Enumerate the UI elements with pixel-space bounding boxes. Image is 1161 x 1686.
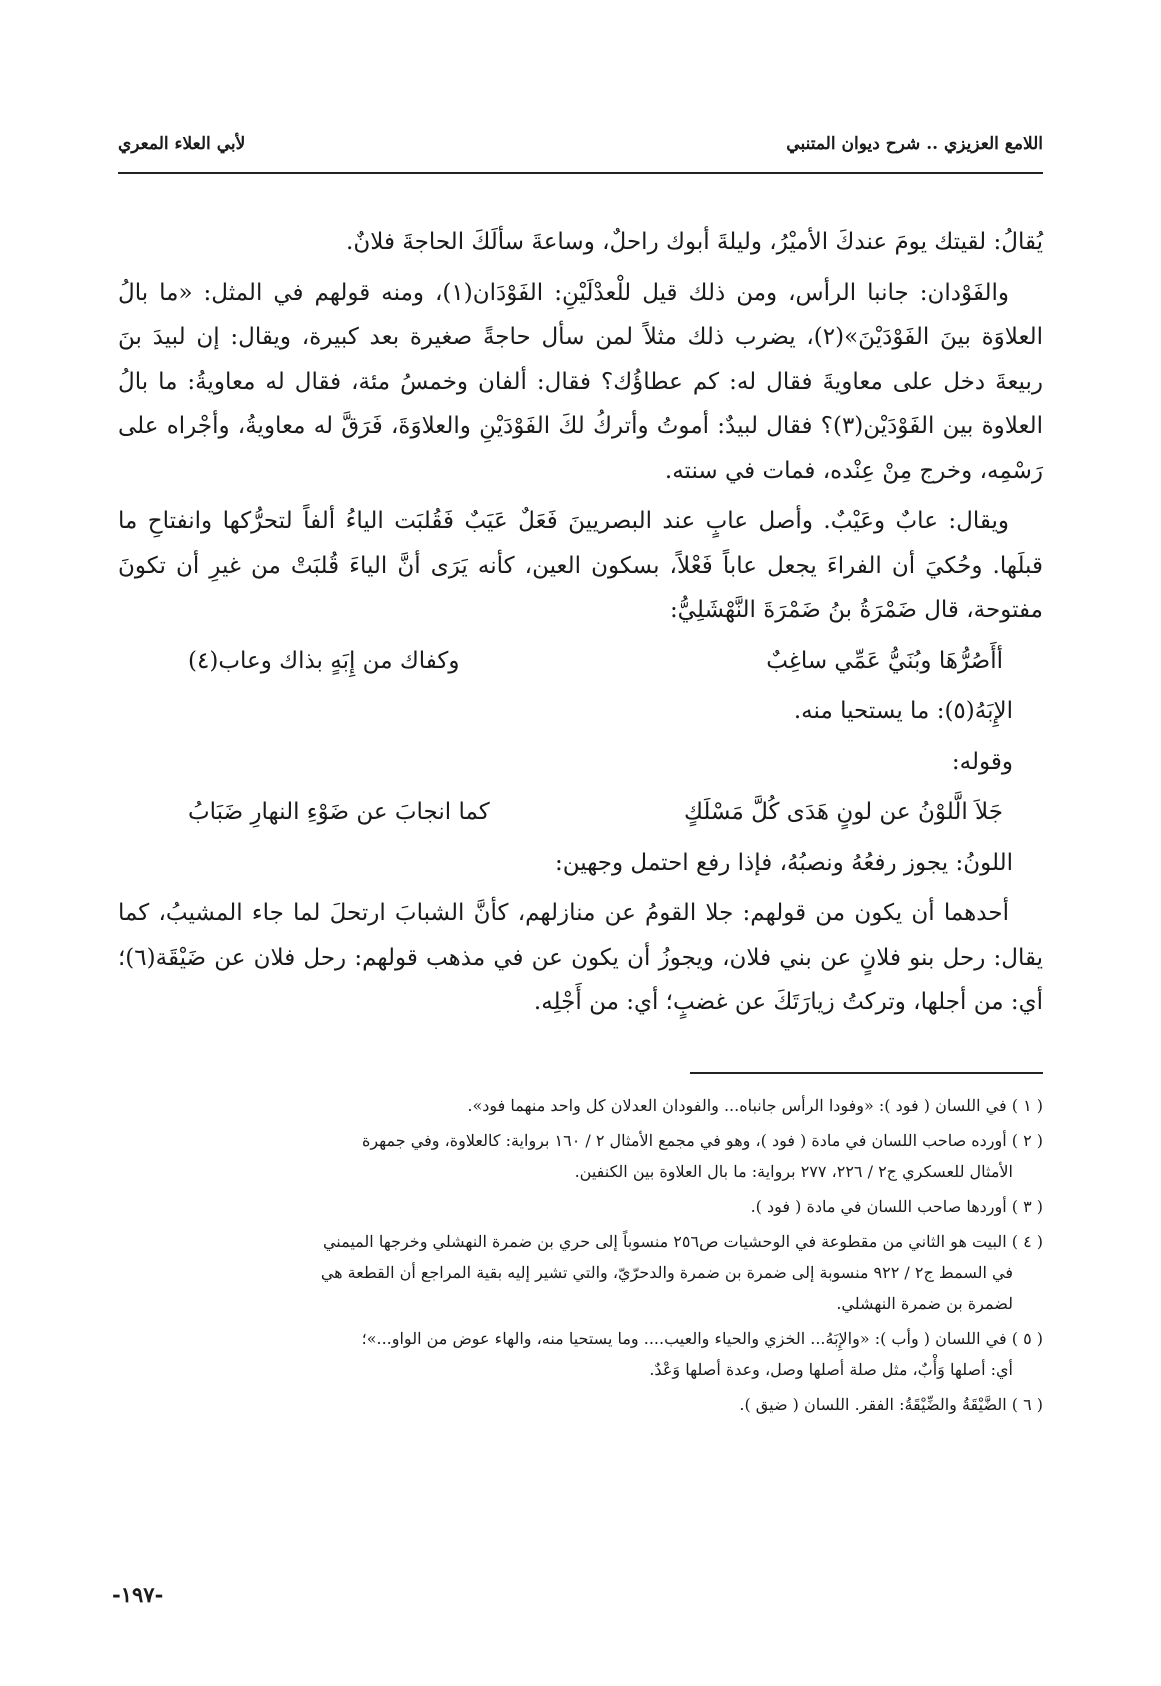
paragraph-3: ويقال: عابٌ وعَيْبٌ. وأصل عابٍ عند البصريينَ فَعَلٌ عَيَبٌ فَقُلبَت الياءُ ألفاً لتحرُّكها وانفتاحِ ما قبلَها. وحُكيَ أن الفراءَ يجعل عاباً فَعْلاً، بسكون العين، كأنه يَرَى أنَّ الياءَ قُلبَتْ من غيرِ أن تكونَ مفتوحة، قال ضَمْرَةُ بنُ ضَمْرَةَ النَّهْشَلِيُّ: [118, 508, 1043, 623]
footnote-4-line-3: لضمرة بن ضمرة النهشلي. [836, 1294, 1013, 1313]
paragraph-4: الإِبَهُ(٥): ما يستحيا منه. [793, 698, 1013, 724]
verse-2-first-hemistich: جَلاَ الَّلوْنُ عن لونٍ هَدَى كُلَّ مَسْلَكٍ [683, 799, 1003, 825]
verse-2-second-hemistich: كما انجابَ عن ضَوْءِ النهارِ ضَبَابُ [188, 799, 490, 825]
header-book-title: اللامع العزيزي .. شرح ديوان المتنبي [786, 134, 1043, 154]
footnote-6: ( ٦ ) الضَّيْقَةُ والضِّيْقَةُ: الفقر. اللسان ( ضيق ). [739, 1395, 1043, 1414]
verse-1 [118, 639, 1043, 684]
footnote-5-line-2: أي: أصلها وَأْبٌ، مثل صلة أصلها وصل، وعدة أصلها وَعْدٌ. [649, 1360, 1013, 1379]
page-number: -١٩٧- [112, 1582, 164, 1607]
footnote-4-line-1: ( ٤ ) البيت هو الثاني من مقطوعة في الوحشيات ص٢٥٦ منسوباً إلى حري بن ضمرة النهشلي وخرجها الميمني [322, 1232, 1043, 1251]
footnote-divider [690, 1072, 1043, 1074]
footnotes [118, 1090, 1043, 1424]
paragraph-1: يُقالُ: لقيتك يومَ عندكَ الأميْرُ، وليلةَ أبوك راحلٌ، وساعةَ سألَكَ الحاجةَ فلانٌ. [346, 229, 1043, 255]
footnote-2-line-2: الأمثال للعسكري ج٢ / ٢٢٦، ٢٧٧ برواية: ما بال العلاوة بين الكنفين. [574, 1162, 1013, 1181]
verse-1-second-hemistich: وكفاك من إِبَهٍ بذاك وعاب(٤) [188, 647, 460, 674]
verse-2 [118, 790, 1043, 835]
footnote-1: ( ١ ) في اللسان ( فود ): «وفودا الرأس جانباه... والفودان العدلان كل واحد منهما فود». [467, 1096, 1043, 1115]
verse-1-first-hemistich: أأَصُرُّهَا وبُنَيُّ عَمِّي ساغِبٌ [766, 647, 1003, 674]
footnote-4-line-2: في السمط ج٢ / ٩٢٢ منسوبة إلى ضمرة بن ضمرة والدحرّيّ، والتي تشير إليه بقية المراجع أن القطعة هي [320, 1263, 1013, 1282]
footnote-5 [118, 1323, 1043, 1385]
main-text [118, 220, 1043, 1031]
footnote-4 [118, 1226, 1043, 1319]
header-divider [118, 172, 1043, 174]
footnote-2 [118, 1125, 1043, 1187]
footnote-5-line-1: ( ٥ ) في اللسان ( وأب ): «والإِبَهُ... الخزي والحياء والعيب.... وما يستحيا منه، والهاء عوض من الواو...»؛ [361, 1329, 1043, 1348]
paragraph-2: والفَوْدان: جانبا الرأس، ومن ذلك قيل للْعدْلَيْنِ: الفَوْدَان(١)، ومنه قولهم في المثل: «ما بالُ العلاوَة بينَ الفَوْدَيْنَ»(٢)، يضرب ذلك مثلاً لمن سأل حاجةً صغيرة بعد كبيرة، ويقال: إن لبيدَ بنَ ربيعةَ دخل على معاويةَ فقال له: كم عطاؤُك؟ فقال: ألفان وخمسُ مئة، فقال له معاويةُ: ما بالُ العلاوة بين الفَوْدَيْن(٣)؟ فقال لبيدٌ: أموتُ وأتركُ لكَ الفَوْدَيْنِ والعلاوَةَ، فَرَقَّ له معاويةُ، وأجْراه على رَسْمِه، وخرج مِنْ عِنْده، فمات في سنته. [118, 279, 1043, 484]
paragraph-7: أحدهما أن يكون من قولهم: جلا القومُ عن منازلهم، كأنَّ الشبابَ ارتحلَ لما جاء المشيبُ، كما يقال: رحل بنو فلانٍ عن بني فلان، ويجوزُ أن يكون عن في مذهب قولهم: رحل فلان عن ضَيْقَة(٦)؛ أي: من أجلها، وتركتُ زيارَتَكَ عن غضبٍ؛ أي: من أَجْلِه. [118, 900, 1043, 1015]
footnote-2-line-1: ( ٢ ) أورده صاحب اللسان في مادة ( فود )، وهو في مجمع الأمثال ٢ / ١٦٠ برواية: كالعلاوة، وفي جمهرة [361, 1131, 1043, 1150]
paragraph-6: اللونُ: يجوز رفعُهُ ونصبُهُ، فإذا رفع احتمل وجهين: [555, 849, 1013, 876]
header-author: لأبي العلاء المعري [118, 134, 246, 154]
running-header [118, 128, 1043, 162]
paragraph-5: وقوله: [951, 748, 1013, 775]
footnote-3: ( ٣ ) أوردها صاحب اللسان في مادة ( فود ). [750, 1197, 1043, 1216]
